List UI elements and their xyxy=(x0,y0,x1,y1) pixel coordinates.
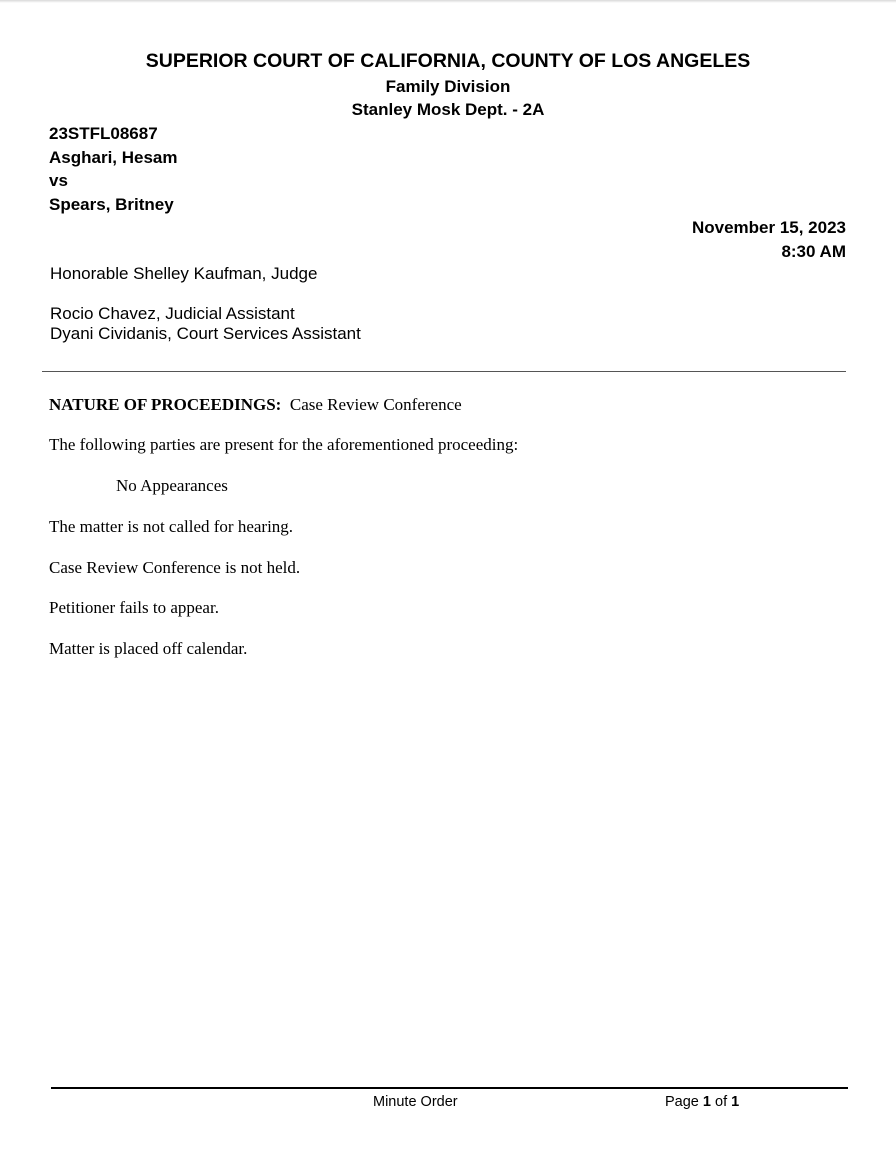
header-divider xyxy=(42,371,846,372)
proceeding-line: The matter is not called for hearing. xyxy=(49,517,294,536)
page-top-edge xyxy=(0,0,896,3)
judge-name: Honorable Shelley Kaufman, Judge xyxy=(50,264,318,283)
page-prefix: Page xyxy=(665,1094,699,1110)
judicial-assistant: Rocio Chavez, Judicial Assistant xyxy=(50,304,295,323)
footer-doc-type: Minute Order xyxy=(373,1094,458,1110)
hearing-date: November 15, 2023 xyxy=(691,218,846,237)
proceeding-line: Petitioner fails to appear. xyxy=(49,598,219,617)
page-number xyxy=(665,1094,739,1110)
hearing-datetime xyxy=(692,216,846,264)
hearing-time: 8:30 AM xyxy=(781,242,846,261)
appearances: No Appearances xyxy=(116,476,228,495)
court-staff xyxy=(50,304,361,344)
case-caption xyxy=(49,122,178,216)
respondent-name: Spears, Britney xyxy=(49,194,174,214)
department-title: Stanley Mosk Dept. - 2A xyxy=(351,100,545,119)
petitioner-name: Asghari, Hesam xyxy=(49,147,178,167)
parties-intro: The following parties are present for the aforementioned proceeding: xyxy=(49,435,519,454)
page-of: of xyxy=(715,1094,728,1110)
footer-divider xyxy=(51,1087,848,1089)
proceeding-line: Case Review Conference is not held. xyxy=(49,558,301,577)
versus-label: vs xyxy=(49,171,68,190)
proceeding-line: Matter is placed off calendar. xyxy=(49,639,248,658)
page-total: 1 xyxy=(731,1094,740,1110)
nature-of-proceedings xyxy=(49,395,462,415)
case-number: 23STFL08687 xyxy=(49,124,158,143)
court-services-assistant: Dyani Cividanis, Court Services Assistant xyxy=(50,324,361,343)
page-current: 1 xyxy=(702,1094,711,1110)
division-title: Family Division xyxy=(385,77,511,96)
nature-label: NATURE OF PROCEEDINGS: xyxy=(49,395,282,414)
nature-value: Case Review Conference xyxy=(289,395,462,414)
court-title: SUPERIOR COURT OF CALIFORNIA, COUNTY OF LOS ANGELES xyxy=(145,50,751,72)
